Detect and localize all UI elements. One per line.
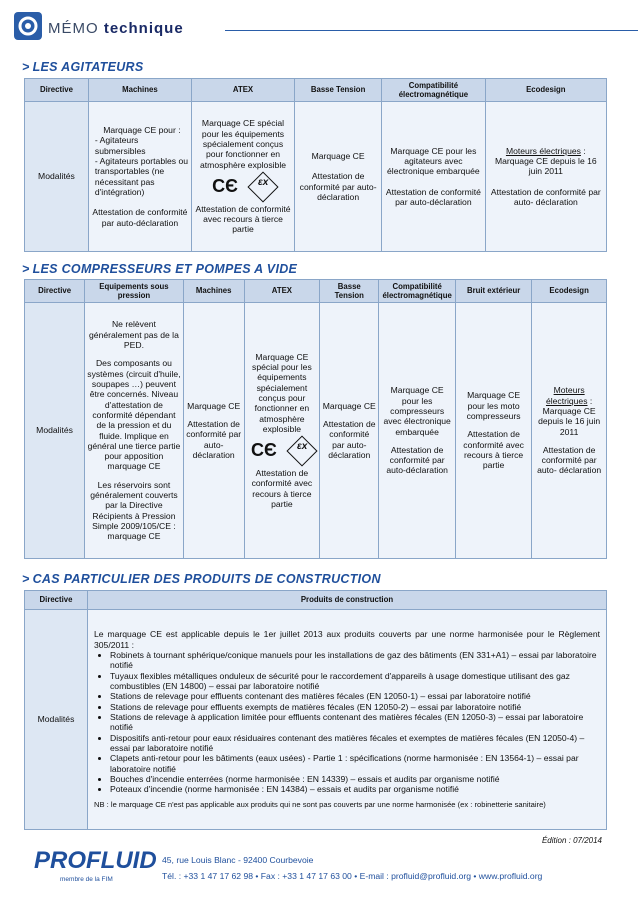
ce-ex-logos [247,440,318,462]
cell-ecodesign: Moteurs électriques : Marquage CE depuis le 16 juin 2011 Attestation de conformité par auto- déclaration [485,102,606,252]
cell-cem: Marquage CE pour les compresseurs avec électronique embarquée Attestation de conformité par auto-déclaration [379,303,456,559]
table-header-row [25,591,607,610]
intro-text: Le marquage CE est applicable depuis le 1er juillet 2013 aux produits couverts par une norme harmonisée pour le Règlement 305/2011 : [94,629,600,650]
row-label: Modalités [25,303,85,559]
list-item: • Stations de relevage pour effluents exempts de matières fécales (EN 12050-2) – essai par laboratoire notifié [110,702,600,712]
ex-mark-icon: εx [286,436,317,467]
cell-machines: Marquage CE pour : - Agitateurs submersibles - Agitateurs portables ou transportables (ne nécessitant pas d'intégration) Attestation de conformité par auto-déclaration [88,102,191,252]
list-item: • Stations de relevage à application limitée pour effluents contenant des matières fécales (EN 12050-3) – essai par laboratoire notifié [110,712,600,733]
table-construction [24,590,607,830]
cell-machines: Marquage CE Attestation de conformité par auto- déclaration [183,303,244,559]
section-title-construction: > CAS PARTICULIER DES PRODUITS DE CONSTRUCTION [22,572,381,586]
header-line [225,30,638,31]
cell-cem: Marquage CE pour les agitateurs avec électronique embarquée Attestation de conformité par auto-déclaration [382,102,486,252]
col-header: Equipements sous pression [85,280,184,303]
col-header: Compatibilité électromagnétique [382,79,486,102]
col-header: Basse Tension [320,280,379,303]
cell-produits [88,610,607,830]
table-header-row [25,280,607,303]
table-header-row [25,79,607,102]
col-header: Directive [25,79,89,102]
col-header: Basse Tension [295,79,382,102]
col-header: Compatibilité électromagnétique [379,280,456,303]
cell-basse-tension: Marquage CE Attestation de conformité par auto- déclaration [320,303,379,559]
cell-atex: Marquage CE spécial pour les équipements spécialement conçus pour fonctionner en atmosphère explosible CЄ εx Attestation de conformité avec recours à tierce partie [244,303,320,559]
section-title-compresseurs: > LES COMPRESSEURS ET POMPES A VIDE [22,262,298,276]
list-item: • Dispositifs anti-retour pour eaux résiduaires contenant des matières fécales et exemptes de matières fécales (EN 12050-4) – essai par laboratoire notifié [110,733,600,754]
list-item: • Tuyaux flexibles métalliques onduleux de sécurité pour le raccordement d'appareils à usage domestique utilisant des gaz combustibles (EN 14800) – essai par laboratoire notifié [110,671,600,692]
section-title-agitateurs: > LES AGITATEURS [22,60,144,74]
footer-contact [162,855,542,881]
row-label: Modalités [25,610,88,830]
page-header [0,0,638,52]
row-label: Modalités [25,102,89,252]
table-row [25,303,607,559]
col-header: Machines [88,79,191,102]
product-list [94,650,600,794]
table-compresseurs [24,279,607,559]
col-header: Bruit extérieur [455,280,531,303]
cell-bruit: Marquage CE pour les moto compresseurs Attestation de conformité avec recours à tierce partie [455,303,531,559]
col-header: ATEX [244,280,320,303]
col-header: Ecodesign [485,79,606,102]
col-header: ATEX [191,79,294,102]
col-header: Produits de construction [88,591,607,610]
nb-note: NB : le marquage CE n'est pas applicable aux produits qui ne sont pas couverts par une norme harmonisée (ex : robinetterie sanitaire) [94,800,546,810]
footer-contact-line: Tél. : +33 1 47 17 62 98 • Fax : +33 1 47 17 63 00 • E-mail : profluid@profluid.org • www.profluid.org [162,871,543,881]
list-item: • Stations de relevage pour effluents contenant des matières fécales (EN 12050-1) – essai par laboratoire notifié [110,691,600,701]
table-row [25,610,607,830]
cell-atex: Marquage CE spécial pour les équipements spécialement conçus pour fonctionner en atmosphère explosible CЄ εx Attestation de conformité avec recours à tierce partie [191,102,294,252]
edition-date: Édition : 07/2014 [541,836,602,845]
list-item: • Robinets à tournant sphérique/conique manuels pour les installations de gaz des bâtiments (EN 331+A1) – essai par laboratoire notifié [110,650,600,671]
gear-icon [12,10,44,42]
ce-ex-logos [194,176,292,198]
cell-esp: Ne relèvent généralement pas de la PED. Des composants ou systèmes (circuit d'huile, soupapes …) peuvent être concernés. Niveau d'attestation de conformité dépendant de la pression et du fluide. Implique en général une tierce partie pour apposition marquage CE Les réservoirs sont généralement couverts par la Directive Récipients à Pression Simple 2009/105/CE : marquage CE [85,303,184,559]
table-agitateurs [24,78,607,252]
table-row [25,102,607,252]
footer-address: 45, rue Louis Blanc - 92400 Courbevoie [162,855,314,865]
ce-mark-icon: CЄ [212,175,238,196]
fim-member-label: membre de la FIM [60,876,113,883]
memo-title: MÉMO technique [48,20,184,37]
page-footer [0,845,638,903]
cell-ecodesign: Moteurs électriques : Marquage CE depuis le 16 juin 2011 Attestation de conformité par auto- déclaration [532,303,607,559]
ce-mark-icon: CЄ [251,440,277,461]
list-item: • Poteaux d'incendie (norme harmonisée : EN 14384) – essais et audits par organisme notifié [110,784,600,794]
list-item: • Bouches d'incendie enterrées (norme harmonisée : EN 14339) – essais et audits par organisme notifié [110,774,600,784]
col-header: Machines [183,280,244,303]
cell-basse-tension: Marquage CE Attestation de conformité par auto- déclaration [295,102,382,252]
ex-mark-icon: εx [247,171,278,202]
col-header: Ecodesign [532,280,607,303]
col-header: Directive [25,280,85,303]
profluid-logo: PROFLUID [34,847,157,874]
col-header: Directive [25,591,88,610]
list-item: • Clapets anti-retour pour les bâtiments (eaux usées) - Partie 1 : spécifications (norme harmonisée : EN 13564-1) – essai par laboratoire notifié [110,753,600,774]
